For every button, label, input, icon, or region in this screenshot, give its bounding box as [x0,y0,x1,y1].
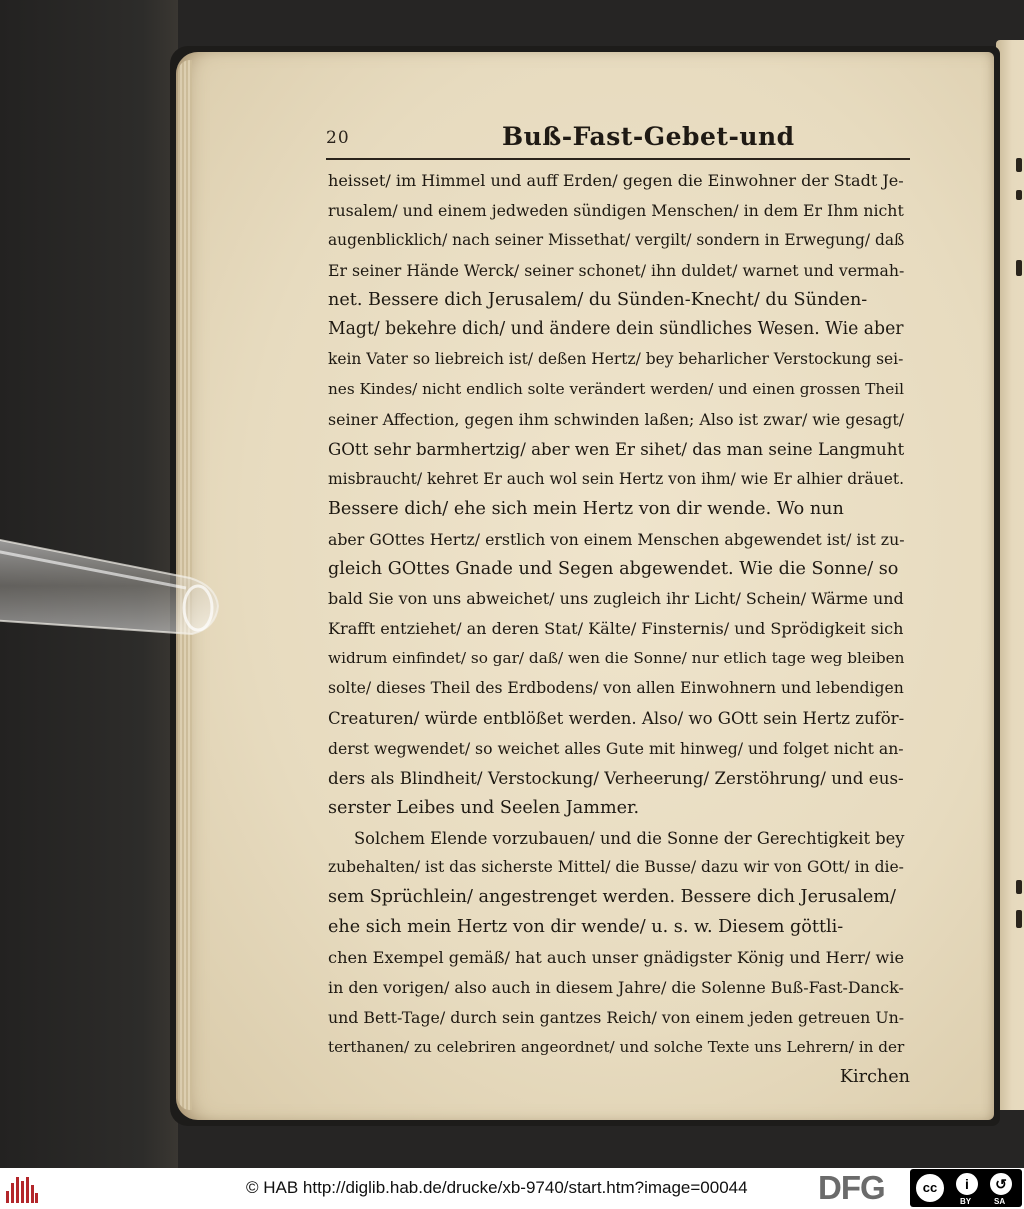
text-line: gleich GOttes Gnade und Segen abgewendet. Wie die Sonne/ so [328,558,899,579]
text-line: zubehalten/ ist das sicherste Mittel/ die Busse/ dazu wir von GOtt/ in die- [328,858,904,877]
text-line: sem Sprüchlein/ angestrenget werden. Bessere dich Jerusalem/ [328,887,896,908]
text-line: rusalem/ und einem jedweden sündigen Menschen/ in dem Er Ihm nicht [328,200,904,220]
text-line: ehe sich mein Hertz von dir wende/ u. s. w. Diesem göttli- [328,917,844,938]
license-sa-label: SA [994,1197,1006,1206]
share-alike-icon: ↺ [988,1171,1014,1197]
text-line: net. Bessere dich Jerusalem/ du Sünden-Knecht/ du Sünden- [328,289,868,310]
page-header [326,122,910,162]
hab-logo-icon[interactable] [6,1175,38,1203]
text-line: Creaturen/ würde entblößet werden. Also/ wo GOtt sein Hertz zuför- [328,709,905,729]
header-rule [326,158,910,160]
footer-bar [0,1168,1024,1209]
catchword: Kirchen [839,1066,910,1087]
text-line: derst wegwendet/ so weichet alles Gute mit hinweg/ und folget nicht an- [328,738,904,758]
page-number: 20 [326,128,350,148]
source-url[interactable]: © HAB http://diglib.hab.de/drucke/xb-9740/start.htm?image=00044 [246,1178,748,1197]
text-line: in den vorigen/ also auch in diesem Jahre/ die Solenne Buß-Fast-Danck- [328,978,904,998]
text-line: Magt/ bekehre dich/ und ändere dein sündliches Wesen. Wie aber [328,319,904,340]
text-line: kein Vater so liebreich ist/ deßen Hertz/ bey beharlicher Verstockung sei- [328,350,904,369]
body-text [328,166,910,1093]
glass-weight-icon [0,530,230,640]
license-by-label: BY [960,1197,972,1206]
text-line: GOtt sehr barmhertzig/ aber wen Er sihet/ das man seine Langmuht [328,440,905,460]
text-line: serster Leibes und Seelen Jammer. [328,797,640,818]
text-line: solte/ dieses Theil des Erdbodens/ von allen Einwohnern und lebendigen [328,679,904,698]
text-line: Er seiner Hände Werck/ seiner schonet/ ihn duldet/ warnet und vermah- [328,260,905,280]
facing-page-text-fragments [1016,150,1024,930]
text-line: bald Sie von uns abweichet/ uns zugleich ihr Licht/ Schein/ Wärme und [328,589,904,609]
cc-icon: cc [914,1172,946,1204]
attribution-icon: i [954,1171,980,1197]
text-line: terthanen/ zu celebriren angeordnet/ und solche Texte uns Lehrern/ in der [328,1037,905,1056]
text-line: ders als Blindheit/ Verstockung/ Verheerung/ Zerstöhrung/ und eus- [328,767,904,788]
text-line: Solchem Elende vorzubauen/ und die Sonne der Gerechtigkeit bey [354,828,905,848]
text-line: heisset/ im Himmel und auff Erden/ gegen die Einwohner der Stadt Je- [328,171,904,190]
text-line: Bessere dich/ ehe sich mein Hertz von dir wende. Wo nun [328,498,844,519]
text-line: und Bett-Tage/ durch sein gantzes Reich/ von einem jeden getreuen Un- [328,1007,905,1027]
text-line: nes Kindes/ nicht endlich solte verändert werden/ und einen grossen Theil [328,380,904,399]
cc-license-badge[interactable] [910,1169,1022,1207]
text-line: Krafft entziehet/ an deren Stat/ Kälte/ Finsternis/ und Sprödigkeit sich [328,619,904,639]
text-line: augenblicklich/ nach seiner Missethat/ vergilt/ sondern in Erwegung/ daß [328,230,905,249]
text-line: chen Exempel gemäß/ hat auch unser gnädigster König und Herr/ wie [328,948,905,968]
text-line: aber GOttes Hertz/ erstlich von einem Menschen abgewendet ist/ ist zu- [328,529,905,549]
running-head: Buß-Fast-Gebet-und [502,122,795,151]
text-line: seiner Affection, gegen ihm schwinden laßen; Also ist zwar/ wie gesagt/ [328,410,905,430]
text-line: misbraucht/ kehret Er auch wol sein Hertz von ihm/ wie Er alhier dräuet. [328,469,904,488]
dfg-logo[interactable]: DFG [818,1169,885,1206]
text-line: widrum einfindet/ so gar/ daß/ wen die Sonne/ nur etlich tage weg bleiben [328,649,905,668]
